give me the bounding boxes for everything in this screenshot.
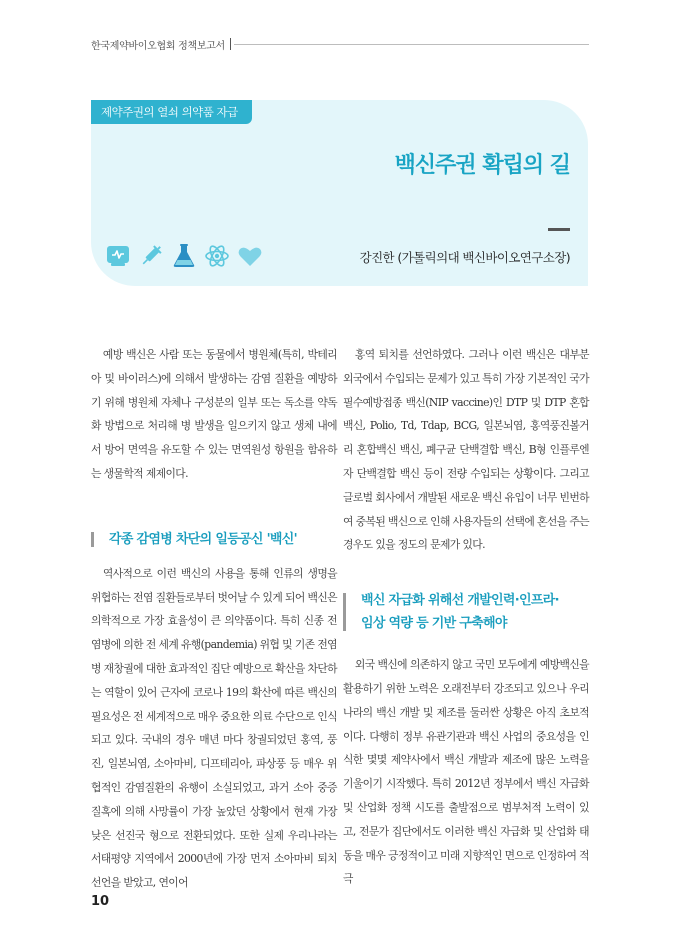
monitor-heart-icon — [105, 243, 131, 269]
section-heading-vaccine-role: 각종 감염병 차단의 일등공신 '백신' — [91, 528, 337, 551]
article-banner — [91, 100, 588, 286]
intro-paragraph: 예방 백신은 사람 또는 동물에서 병원체(특히, 박테리아 및 바이러스)에 의해서 발생하는 감염 질환을 예방하기 위해 병원체 자체나 구성분의 일부 또는 독소를 약독화 방법으로 처리해 병 발생을 일으키지 않고 생체 내에서 방어 면역을 유도할 수 있는 면역원성 항원을 함유하는 생물학적 제제이다. — [91, 348, 337, 480]
syringe-icon — [138, 243, 164, 269]
page-number: 10 — [91, 894, 110, 909]
left-column — [91, 343, 337, 895]
article-author: 강진한 (가톨릭의대 백신바이오연구소장) — [359, 250, 570, 265]
header-divider-tick — [230, 38, 231, 50]
import-issue-paragraph: 홍역 퇴치를 선언하였다. 그러나 이런 백신은 대부분 외국에서 수입되는 문제가 있고 특히 가장 기본적인 국가필수예방접종 백신(NIP vaccine)인 DTP 및 DTP 혼합 백신, Polio, Td, Tdap, BCG, 일본뇌염, 홍역풍진볼거리 혼합백신 백신, 폐구균 단백결합 백신, B형 인플루엔자 단백결합 백신 등이 전량 수입되는 상황이다. 그리고 글로벌 회사에서 개발된 새로운 백신 유입이 너무 빈번하여 중복된 백신으로 인해 사용자들의 선택에 혼선을 주는 경우도 있을 정도의 문제가 있다. — [343, 348, 589, 552]
heart-icon — [237, 243, 263, 269]
domestic-effort-paragraph: 외국 백신에 의존하지 않고 국민 모두에게 예방백신을 활용하기 위한 노력은 오래전부터 강조되고 있으나 우리나라의 백신 개발 및 제조를 둘러싼 상황은 아직 초보적이다. 다행히 정부 유관기관과 백신 사업의 중요성을 인식한 몇몇 제약사에서 백신 개발과 제조에 많은 노력을 기울이기 시작했다. 특히 2012년 정부에서 백신 자급화 및 산업화 정책 시도를 출발점으로 범부처적 노력이 있고, 전문가 집단에서도 이러한 백신 자급화 및 산업화 태동을 매우 긍정적이고 미래 지향적인 면으로 인정하여 적극 — [343, 658, 589, 886]
heading-line-1: 백신 자급화 위해선 개발인력·인프라· — [361, 593, 559, 609]
history-paragraph: 역사적으로 이런 백신의 사용을 통해 인류의 생명을 위협하는 전염 질환들로부터 벗어날 수 있게 되어 백신은 의학적으로 가장 효율성이 큰 의약품이다. 특히 신종 전염병에 의한 전 세계 유행(pandemia) 위협 및 기존 전염병 재창궐에 대한 효과적인 집단 예방으로 확산을 차단하는 역할이 있어 근자에 코로나 19의 확산에 따른 백신의 필요성은 전 세계적으로 매우 중요한 의료 수단으로 인식되고 있다. 국내의 경우 매년 마다 창궐되었던 홍역, 풍진, 일본뇌염, 소아마비, 디프테리아, 파상풍 등 매우 위협적인 감염질환의 유행이 소실되었고, 과거 소아 중증 질혹에 의해 사망률이 가장 높았던 상황에서 현재 가장 낮은 선진국 형으로 전환되었다. 또한 실제 우리나라는 서태평양 지역에서 2000년에 가장 먼저 소아마비 퇴치선언을 받았고, 연이어 — [91, 566, 337, 890]
section-heading-self-sufficiency — [343, 589, 589, 635]
section-tag: 제약주권의 열쇠 의약품 자급 — [91, 100, 252, 124]
report-title: 한국제약바이오협회 정책보고서 — [91, 41, 225, 52]
heading-line-2: 임상 역량 등 기반 구축해야 — [361, 616, 507, 632]
banner-icon-row — [105, 243, 263, 269]
article-title: 백신주권 확립의 길 — [394, 153, 570, 178]
title-dash — [548, 228, 570, 231]
flask-icon — [171, 243, 197, 269]
atom-icon — [204, 243, 230, 269]
header-rule-line — [234, 44, 589, 45]
right-column — [343, 343, 589, 891]
